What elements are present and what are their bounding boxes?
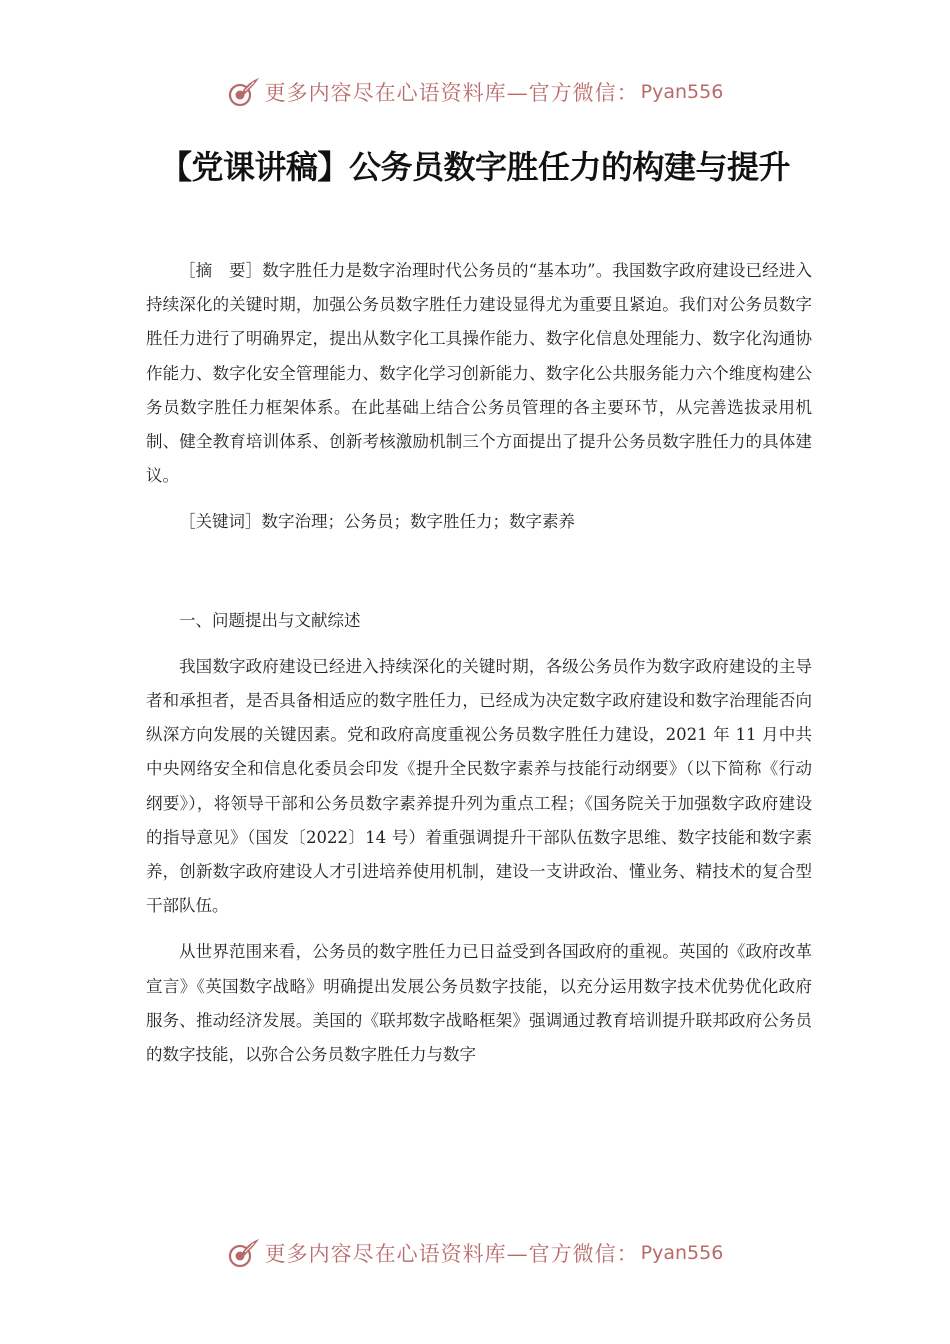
section-heading: 一、问题提出与文献综述 — [179, 610, 361, 630]
watermark-footer — [0, 1233, 950, 1273]
watermark-text: 更多内容尽在心语资料库—官方微信： — [264, 81, 639, 105]
body-paragraph-2: 从世界范围来看，公务员的数字胜任力已日益受到各国政府的重视。英国的《政府改革宣言》《英国数字战略》明确提出发展公务员数字技能，以充分运用数字技术优势优化政府服务、推动经济发展。美国的《联邦数字战略框架》强调通过教育培训提升联邦政府公务员的数字技能，以弥合公务员数字胜任力与数字 — [146, 942, 812, 1065]
body-paragraph-1: 我国数字政府建设已经进入持续深化的关键时期，各级公务员作为数字政府建设的主导者和承担者，是否具备相适应的数字胜任力，已经成为决定数字政府建设和数字治理能否向纵深方向发展的关键因素。党和政府高度重视公务员数字胜任力建设，2021 年 11 月中共中央网络安全和信息化委员会印发《提升全民数字素养与技能行动纲要》（以下简称《行动纲要》），将领导干部和公务员数字素养提升列为重点工程；《国务院关于加强数字政府建设的指导意见》（国发〔2022〕14 号）着重强调提升干部队伍数字思维、数字技能和数字素养，创新数字政府建设人才引进培养使用机制，建设一支讲政治、懂业务、精技术的复合型干部队伍。 — [146, 656, 812, 916]
watermark-handle: Pyan556 — [640, 1242, 724, 1264]
keywords-label: ［关键词］ — [179, 512, 262, 532]
keywords-paragraph — [146, 505, 812, 539]
keywords-text: 数字治理；公务员；数字胜任力；数字素养 — [261, 512, 575, 532]
abstract-text: 数字胜任力是数字治理时代公务员的“基本功”。我国数字政府建设已经进入持续深化的关键时期，加强公务员数字胜任力建设显得尤为重要且紧迫。我们对公务员数字胜任力进行了明确界定，提出从数字化工具操作能力、数字化信息处理能力、数字化沟通协作能力、数字化安全管理能力、数字化学习创新能力、数字化公共服务能力六个维度构建公务员数字胜任力框架体系。在此基础上结合公务员管理的各主要环节，从完善选拔录用机制、健全教育培训体系、创新考核激励机制三个方面提出了提升公务员数字胜任力的具体建议。 — [146, 261, 813, 486]
quill-logo-icon — [227, 75, 261, 109]
watermark-header — [0, 72, 950, 112]
abstract-label: ［摘 要］ — [179, 261, 263, 280]
document-title: 【党课讲稿】公务员数字胜任力的构建与提升 — [159, 148, 790, 186]
watermark-handle: Pyan556 — [640, 81, 724, 103]
watermark-text: 更多内容尽在心语资料库—官方微信： — [264, 1242, 639, 1266]
abstract-paragraph — [146, 254, 812, 493]
document-body — [146, 254, 812, 1072]
quill-logo-icon — [227, 1236, 261, 1270]
